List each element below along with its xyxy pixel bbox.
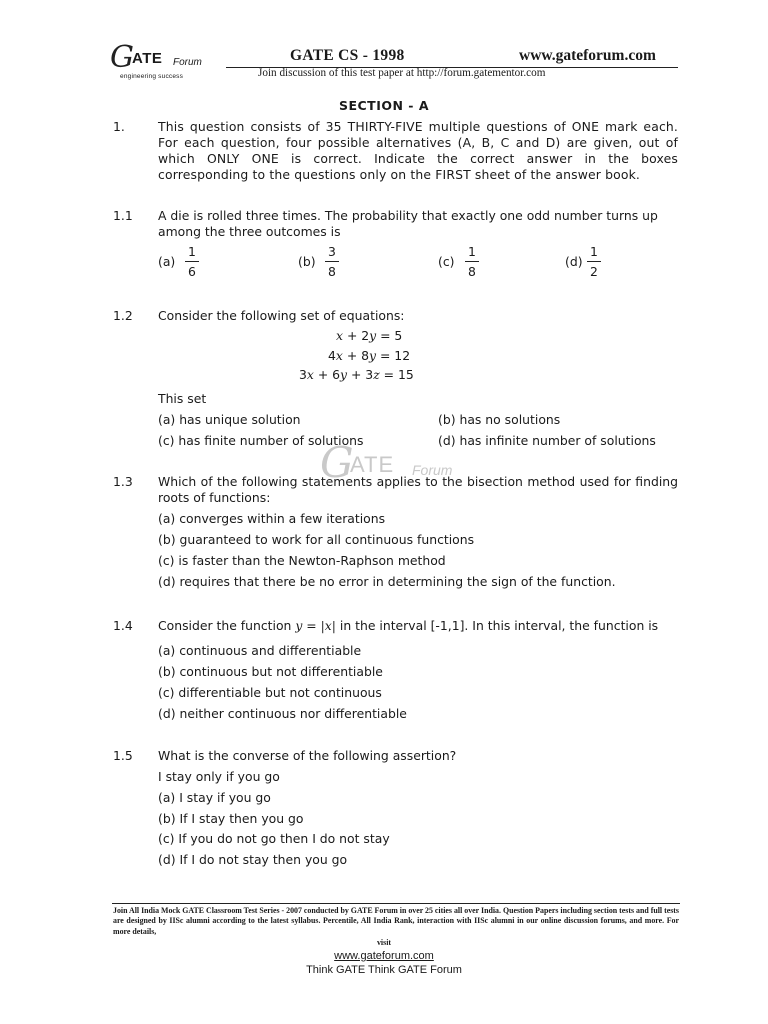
q1-5-option-c: (c) If you do not go then I do not stay [158,831,390,846]
fraction-denominator: 8 [468,264,476,279]
footer-notice: Join All India Mock GATE Classroom Test Series - 2007 conducted by GATE Forum in over 25 cities all over India. Question Papers including section tests and full tests are designed by IISc alumni according to the latest syllabus. Percentile, All India Rank, interaction with IISc alumni in our online discussion forums, and more. For more details, [113,906,679,936]
gateforum-logo [110,40,220,86]
q1-2-option-b: (b) has no solutions [438,412,561,427]
q1-2-option-d: (d) has infinite number of solutions [438,433,656,448]
q1-2-number: 1.2 [113,308,133,323]
q1-1-number: 1.1 [113,208,133,223]
footer-visit: visit [376,938,392,947]
q1-3-text: Which of the following statements applies to the bisection method used for finding roots of functions: [158,474,678,505]
fraction-denominator: 8 [328,264,336,279]
fraction-bar [185,261,199,262]
eq-rhs: = 5 [376,328,403,343]
q1-4-number: 1.4 [113,618,133,633]
q1-2-text: Consider the following set of equations: [158,308,405,323]
fraction-bar [587,261,601,262]
q1-1-option-a-label: (a) [158,254,176,269]
equation-1 [336,328,402,343]
q1-1-option-c-fraction [465,243,479,280]
fraction-numerator: 3 [328,244,336,259]
logo-forum: Forum [173,57,202,68]
q1-3-option-d: (d) requires that there be no error in determining the sign of the function. [158,574,616,589]
q1-1-option-b-label: (b) [298,254,316,269]
footer-url-link[interactable]: www.gateforum.com [334,950,434,962]
var-x: x [335,348,343,363]
q1-5-assertion: I stay only if you go [158,769,280,784]
fraction-bar [465,261,479,262]
intro-number: 1. [113,119,125,134]
paper-title: GATE CS - 1998 [290,47,405,64]
fraction-numerator: 1 [188,244,196,259]
q1-2-this-set: This set [158,391,207,406]
section-title: SECTION - A [338,98,430,113]
fraction-bar [325,261,339,262]
footer-tagline: Think GATE Think GATE Forum [306,964,462,976]
watermark-g: G [320,438,354,487]
q1-2-option-c: (c) has finite number of solutions [158,433,364,448]
q1-3-option-b: (b) guaranteed to work for all continuous functions [158,532,475,547]
var-y: y [369,348,377,363]
logo-tagline: engineering success [120,73,184,80]
q1-1-option-a-fraction [185,243,199,280]
eq-coef: 4 [328,348,336,363]
header-url[interactable]: www.gateforum.com [519,47,656,64]
q1-1-option-c-label: (c) [438,254,455,269]
watermark-ate: ATE [350,452,395,477]
q1-4-text [158,618,658,633]
q1-5-option-a: (a) I stay if you go [158,790,271,805]
eq-rhs: = 15 [379,367,414,382]
q1-3-option-a: (a) converges within a few iterations [158,511,386,526]
watermark-forum: Forum [412,462,453,478]
var-x: x [336,328,343,343]
eq-term: + 8 [342,348,370,363]
q1-4-text-after: in the interval [-1,1]. In this interval, the function is [335,618,659,633]
var-y: y [340,367,348,382]
q1-4-option-a: (a) continuous and differentiable [158,643,362,658]
q1-1-option-d-fraction [587,243,601,280]
eq-term: + 6 [313,367,341,382]
q1-5-option-b: (b) If I stay then you go [158,811,304,826]
q1-1-option-d-label: (d) [565,254,583,269]
q1-1-text: A die is rolled three times. The probability that exactly one odd number turns up among the three outcomes is [158,208,658,239]
logo-ate: ATE [132,50,163,67]
fraction-denominator: 2 [590,264,598,279]
eq-rhs: = 12 [376,348,411,363]
q1-1-option-b-fraction [325,243,339,280]
q1-3-number: 1.3 [113,474,133,489]
fraction-numerator: 1 [590,244,598,259]
q1-5-text: What is the converse of the following assertion? [158,748,457,763]
q1-4-option-b: (b) continuous but not differentiable [158,664,383,679]
fraction-numerator: 1 [468,244,476,259]
header-subline: Join discussion of this test paper at http://forum.gatementor.com [258,67,546,79]
q1-4-function: y = |x| [295,618,336,633]
q1-3-option-c: (c) is faster than the Newton-Raphson method [158,553,446,568]
intro-text: This question consists of 35 THIRTY-FIVE multiple questions of ONE mark each. For each question, four possible alternatives (A, B, C and D) are given, out of which ONLY ONE is correct. Indicate the correct answer in the boxes corresponding to the questions only on the FIRST sheet of the answer book. [158,119,678,182]
var-z: z [373,367,380,382]
q1-5-number: 1.5 [113,748,133,763]
eq-term: + 2 [343,328,370,343]
eq-coef: 3 [299,367,307,382]
q1-4-option-d: (d) neither continuous nor differentiable [158,706,407,721]
q1-5-option-d: (d) If I do not stay then you go [158,852,348,867]
var-y: y [369,328,377,343]
equation-3 [299,367,414,382]
eq-term: + 3 [347,367,374,382]
fraction-denominator: 6 [188,264,196,279]
q1-4-option-c: (c) differentiable but not continuous [158,685,382,700]
q1-4-text-before: Consider the function [158,618,296,633]
q1-2-option-a: (a) has unique solution [158,412,301,427]
footer-divider [112,903,680,904]
logo-g: G [110,40,134,75]
equation-2 [328,348,410,363]
var-x: x [306,367,314,382]
